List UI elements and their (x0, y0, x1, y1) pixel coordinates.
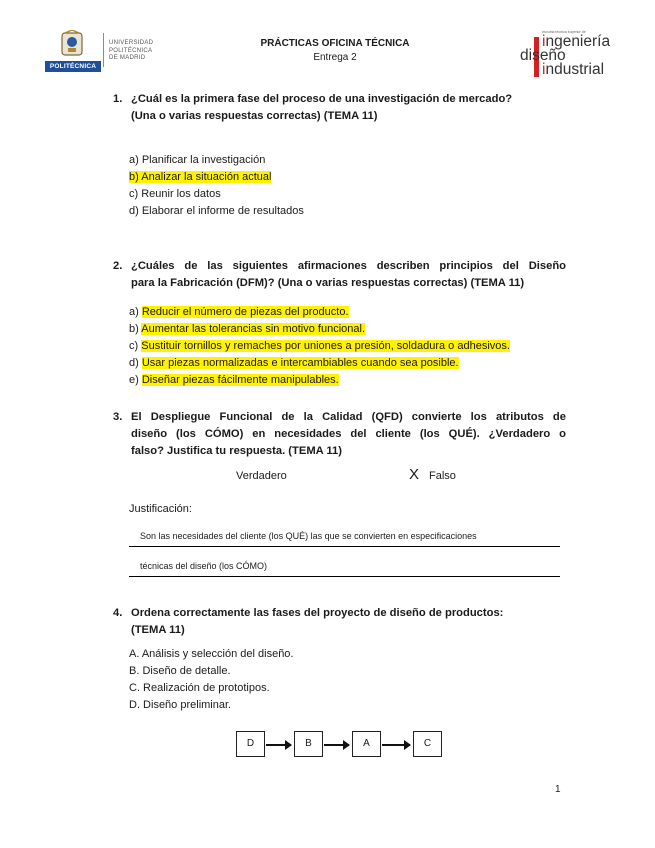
option-d[interactable] (129, 355, 510, 372)
option-label-highlighted: Aumentar las tolerancias sin motivo funcional. (141, 323, 366, 335)
document-subtitle: Entrega 2 (313, 52, 357, 63)
page-number: 1 (555, 784, 561, 795)
question-line: (Una o varias respuestas correctas) (TEMA 11) (131, 110, 378, 122)
phase-list (129, 646, 293, 714)
question-2-number: 2. (113, 260, 123, 272)
question-2-options (129, 304, 510, 389)
phase-item: C. Realización de prototipos. (129, 682, 270, 694)
arrow-right-icon (266, 744, 291, 746)
university-line: UNIVERSIDAD (109, 40, 154, 46)
order-box-4[interactable]: C (413, 731, 442, 757)
option-prefix: e) (129, 374, 142, 386)
arrow-right-icon (382, 744, 410, 746)
option-a[interactable] (129, 152, 304, 169)
document-title: PRÁCTICAS OFICINA TÉCNICA (260, 38, 410, 49)
phase-item: B. Diseño de detalle. (129, 665, 231, 677)
question-4-number: 4. (113, 607, 123, 619)
option-b[interactable] (129, 169, 304, 186)
question-3-number: 3. (113, 411, 123, 423)
question-line: falso? Justifica tu respuesta. (TEMA 11) (131, 445, 342, 457)
option-prefix: c) (129, 340, 142, 352)
upm-logo (45, 30, 101, 72)
question-1-text (131, 91, 566, 125)
option-b[interactable] (129, 321, 510, 338)
option-label-highlighted: Diseñar piezas fácilmente manipulables. (141, 374, 339, 386)
false-option[interactable]: Falso (429, 470, 456, 482)
false-check-mark[interactable]: X (409, 466, 420, 483)
order-box-1[interactable]: D (236, 731, 265, 757)
phase-item: A. Análisis y selección del diseño. (129, 648, 294, 660)
option-label-highlighted: Usar piezas normalizadas e intercambiables cuando sea posible. (141, 357, 459, 369)
etsidi-logo-word: diseño (520, 47, 566, 64)
question-line: ¿Cuáles de las siguientes afirmaciones describen principios del Diseño (131, 260, 566, 272)
option-label-highlighted: Sustituir tornillos y remaches por uniones a presión, soldadura o adhesivos. (141, 340, 510, 352)
order-box-2[interactable]: B (294, 731, 323, 757)
etsidi-logo (520, 28, 620, 78)
phase-item: D. Diseño preliminar. (129, 699, 232, 711)
logo-divider (103, 33, 104, 67)
option-label: d) Elaborar el informe de resultados (129, 205, 304, 217)
justification-line-2[interactable] (129, 556, 560, 577)
question-line: El Despliegue Funcional de la Calidad (QFD) convierte los atributos de (131, 411, 566, 423)
order-box-3[interactable]: A (352, 731, 381, 757)
question-4-text (131, 605, 566, 639)
question-line: diseño (los CÓMO) en necesidades del cliente (los QUÉ). ¿Verdadero o (131, 428, 566, 440)
option-c[interactable] (129, 338, 510, 355)
etsidi-logo-small-text: escuela técnica superior de (542, 30, 586, 34)
question-line: ¿Cuál es la primera fase del proceso de una investigación de mercado? (131, 93, 513, 105)
justification-text: técnicas del diseño (los CÓMO) (140, 561, 268, 571)
justification-text: Son las necesidades del cliente (los QUÉ) las que se convierten en especificaciones (140, 531, 477, 541)
option-prefix: d) (129, 357, 142, 369)
option-a[interactable] (129, 304, 510, 321)
question-3-text (131, 409, 566, 460)
option-c[interactable] (129, 186, 304, 203)
true-option[interactable]: Verdadero (236, 470, 287, 482)
arrow-right-icon (324, 744, 349, 746)
option-label-highlighted: b) Analizar la situación actual (129, 171, 272, 183)
question-line: (TEMA 11) (131, 624, 185, 636)
option-label: c) Reunir los datos (129, 188, 221, 200)
question-1-number: 1. (113, 93, 123, 105)
option-prefix: a) (129, 306, 142, 318)
justification-line-1[interactable] (129, 526, 560, 547)
option-prefix: b) (129, 323, 142, 335)
option-d[interactable] (129, 203, 304, 220)
question-2-text (131, 258, 566, 292)
question-1-options (129, 152, 304, 220)
university-name (109, 40, 153, 63)
option-label-highlighted: Reducir el número de piezas del producto. (141, 306, 349, 318)
etsidi-logo-word: ingeniería (542, 33, 611, 50)
university-line: POLITÉCNICA (109, 47, 153, 54)
question-line: para la Fabricación (DFM)? (Una o varias respuestas correctas) (TEMA 11) (131, 277, 525, 289)
question-line: Ordena correctamente las fases del proyecto de diseño de productos: (131, 607, 504, 619)
justification-label: Justificación: (129, 503, 192, 515)
university-line: DE MADRID (109, 55, 146, 62)
upm-band-text: POLITÉCNICA (45, 61, 101, 72)
option-e[interactable] (129, 372, 510, 389)
etsidi-logo-word: industrial (542, 61, 605, 78)
option-label: a) Planificar la investigación (129, 154, 266, 166)
upm-crest-icon (59, 30, 85, 58)
